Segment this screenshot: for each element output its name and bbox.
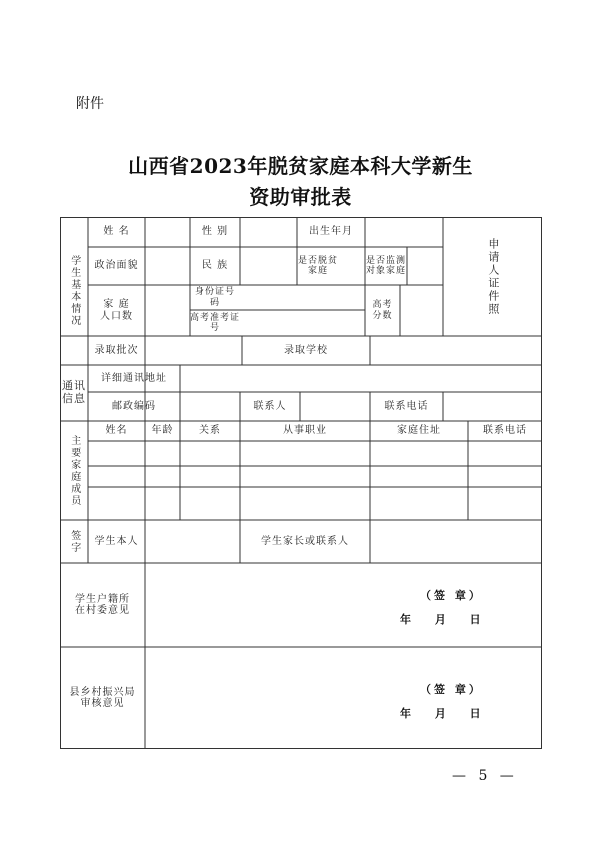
label-is-poverty: 是否脱贫家庭	[297, 255, 338, 276]
label-county-opinion: 县乡村振兴局审核意见	[69, 686, 136, 709]
label-photo: 申请人证件照	[486, 237, 500, 316]
label-birth: 出生年月	[309, 226, 353, 238]
section-family: 主要家庭成员	[68, 434, 80, 507]
county-date: 年 月 日	[400, 707, 484, 720]
label-contact-phone: 联系电话	[384, 400, 429, 412]
col-member-address: 家庭住址	[397, 425, 441, 437]
col-member-relation: 关系	[199, 425, 221, 437]
page-number: — 5 —	[452, 768, 518, 784]
col-member-age: 年龄	[151, 425, 174, 437]
label-batch: 录取批次	[94, 344, 139, 356]
label-exam-score: 高考分数	[372, 300, 393, 321]
form-title-line2: 资助审批表	[249, 185, 352, 209]
label-student-self: 学生本人	[94, 535, 139, 547]
county-seal: （签 章）	[420, 683, 483, 696]
label-school: 录取学校	[284, 344, 328, 356]
col-member-phone: 联系电话	[483, 425, 527, 437]
label-village-opinion: 学生户籍所在村委意见	[75, 593, 130, 616]
section-basic-info: 学生基本情况	[68, 255, 80, 327]
label-id-no: 身份证号 码	[194, 287, 235, 308]
col-member-occupation: 从事职业	[283, 425, 327, 437]
label-address: 详细通讯地址	[101, 372, 167, 384]
village-date: 年 月 日	[400, 613, 484, 626]
label-family-count: 家 庭 人口数	[100, 299, 133, 322]
village-seal: （签 章）	[420, 589, 483, 602]
label-parent: 学生家长或联系人	[261, 535, 349, 547]
attachment-label: 附件	[76, 96, 104, 112]
label-is-monitor: 是否监测对象家庭	[365, 255, 406, 276]
section-sign: 签字	[68, 529, 80, 554]
label-contact-person: 联系人	[253, 400, 287, 412]
col-member-name: 姓名	[105, 425, 128, 437]
section-contact: 通讯信息	[62, 379, 86, 405]
approval-form-table	[60, 217, 542, 749]
label-exam-no: 高考准考证号	[190, 312, 241, 333]
label-ethnicity: 民 族	[201, 260, 229, 272]
label-name: 姓 名	[103, 226, 130, 238]
label-postcode: 邮政编码	[112, 400, 156, 412]
form-title-line1: 山西省2023年脱贫家庭本科大学新生	[128, 154, 473, 178]
label-gender: 性 别	[201, 226, 229, 238]
label-political: 政治面貌	[94, 260, 139, 272]
